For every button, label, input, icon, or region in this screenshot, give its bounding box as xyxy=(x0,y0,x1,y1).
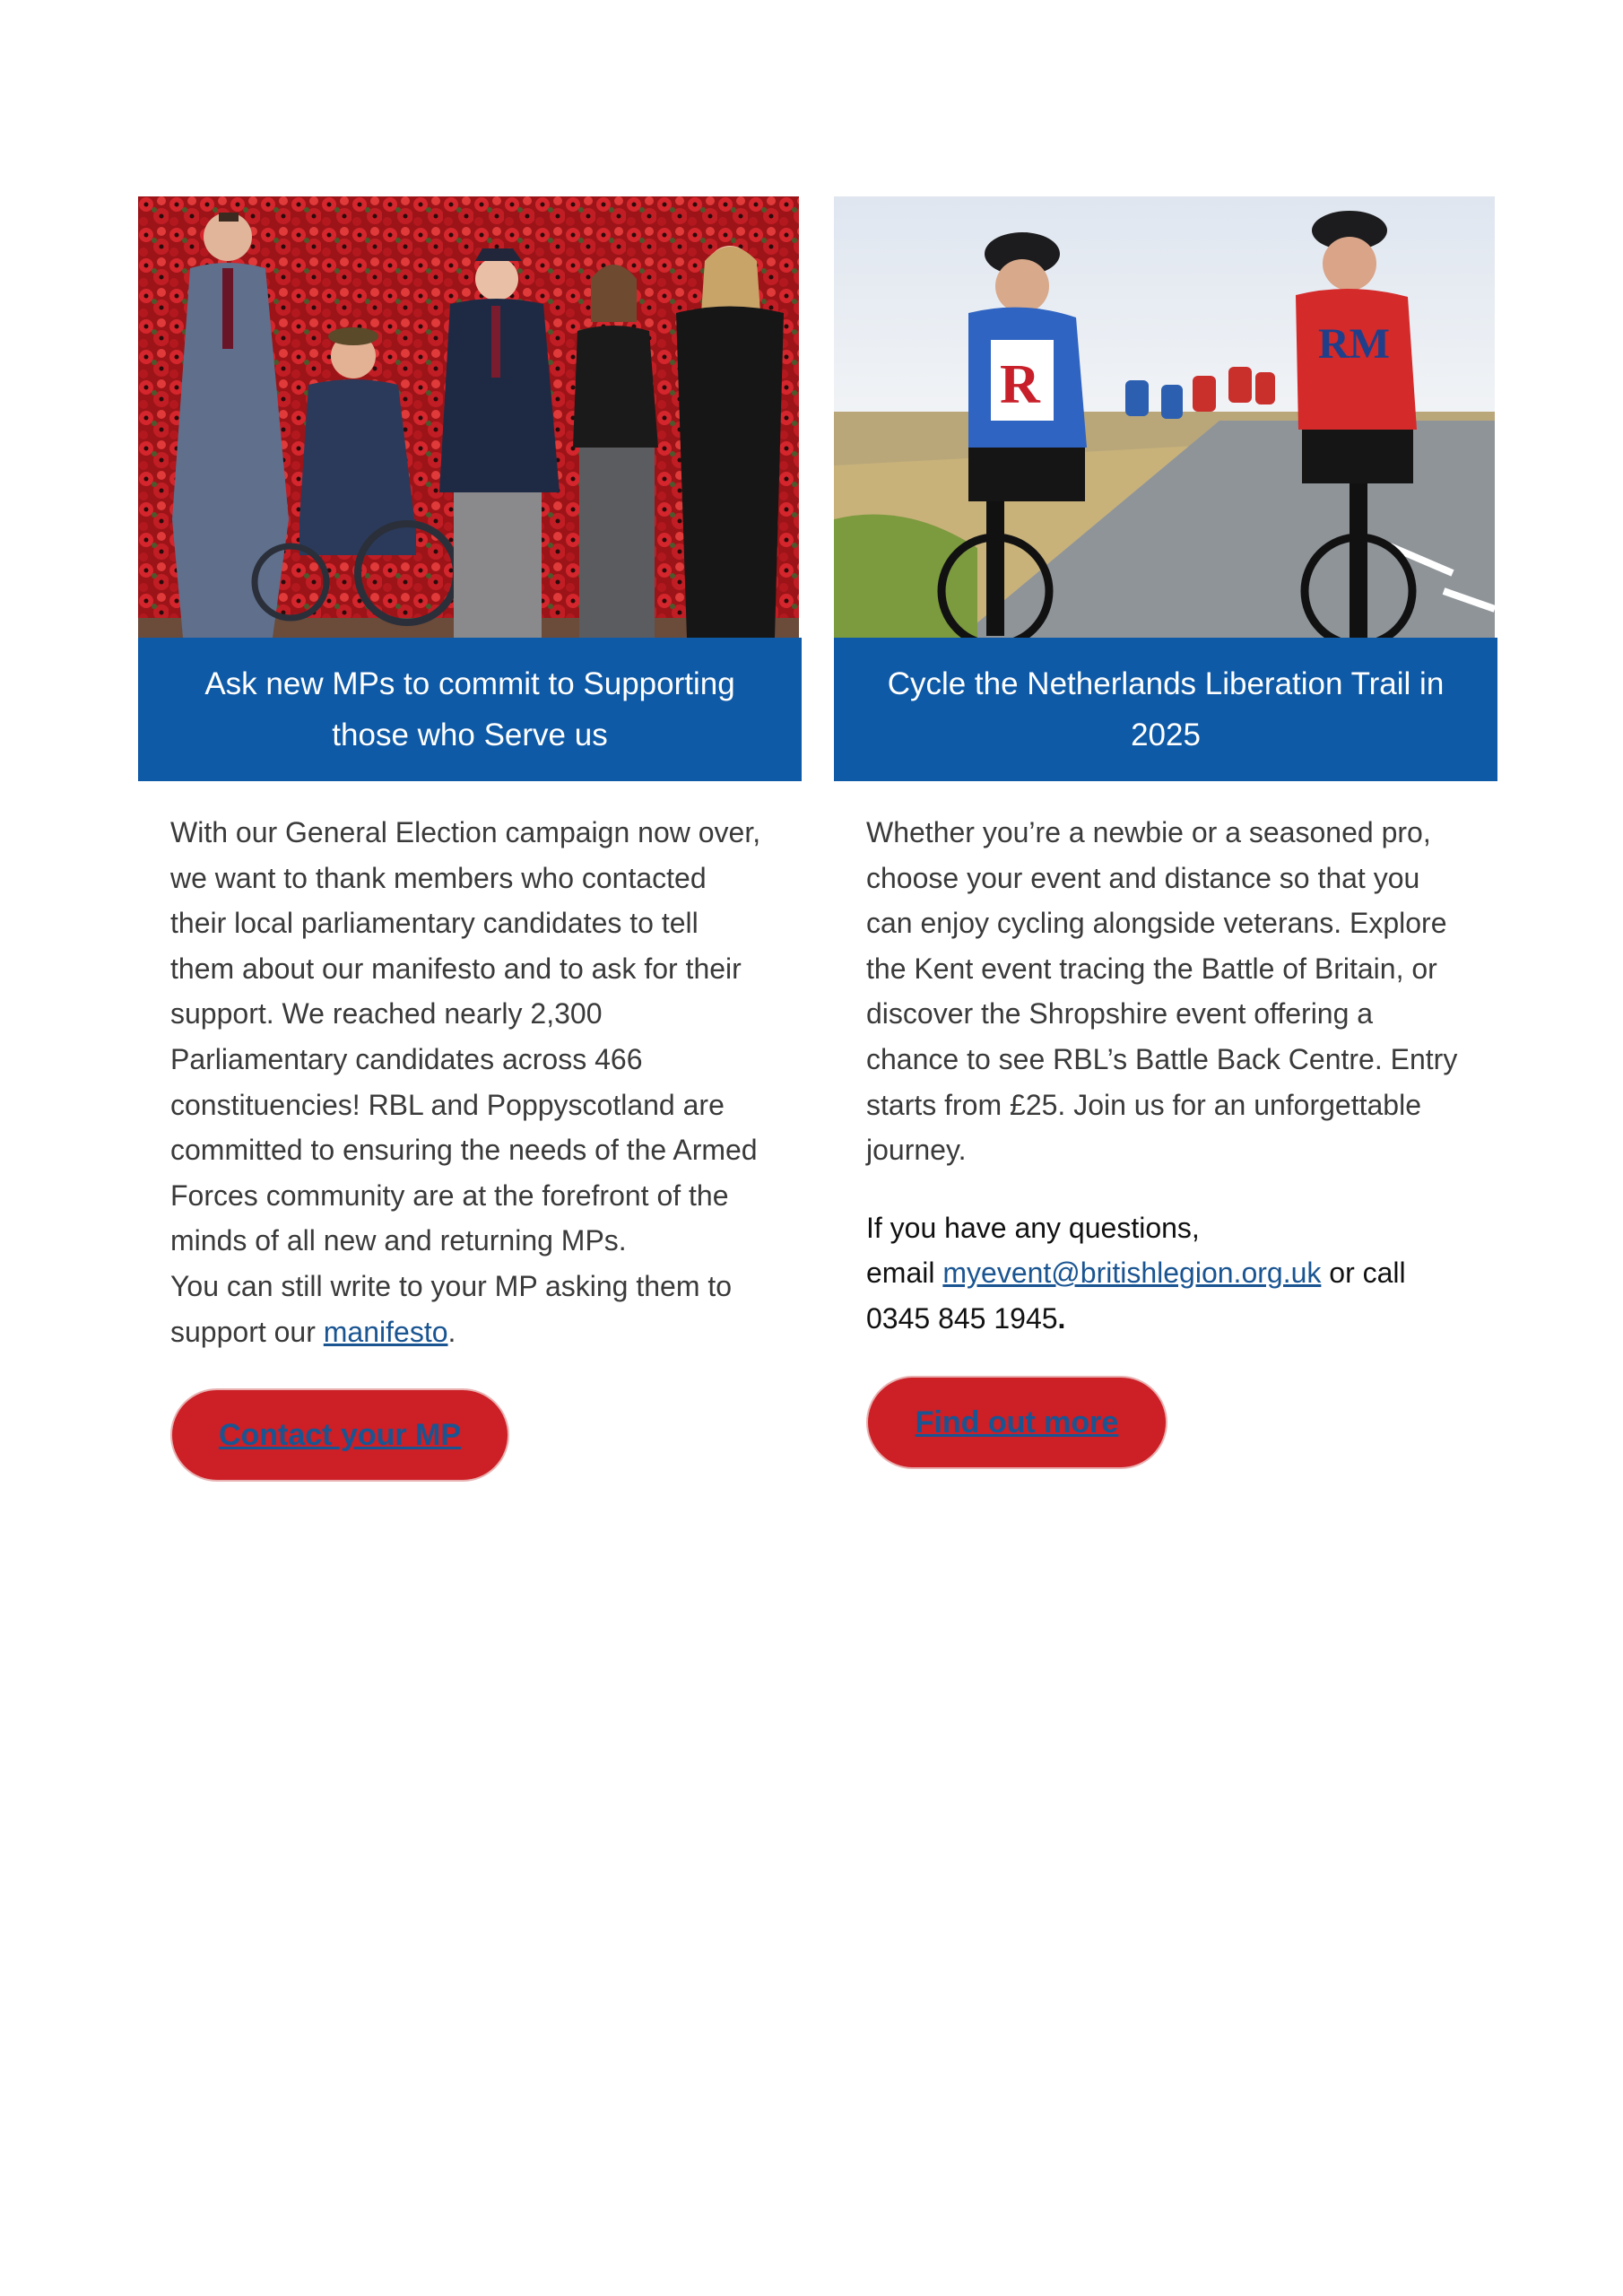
write-mp-text: You can still write to your MP asking them to support our xyxy=(170,1269,733,1348)
phone-line xyxy=(866,1296,1463,1342)
manifesto-card-body xyxy=(138,810,800,1452)
manifesto-card-write-mp xyxy=(170,1264,768,1354)
manifesto-card-title: Ask new MPs to commit to Supporting those who Serve us xyxy=(138,638,802,781)
email-link[interactable]: myevent@britishlegion.org.uk xyxy=(942,1257,1322,1290)
cycle-trail-card xyxy=(834,196,1496,1439)
cyclists-photo xyxy=(834,196,1495,638)
call-text: or call xyxy=(1321,1257,1406,1290)
write-mp-suffix: . xyxy=(447,1315,456,1348)
veterans-group-photo xyxy=(138,196,799,638)
manifesto-card-paragraph: With our General Election campaign now over, we want to thank members who contacted their local parliamentary candidates to tell them about our manifesto and to ask for their support. We reached nearly 2,300 Parliamentary candidates across 466 constituencies! RBL and Poppyscotland are committed to ensuring the needs of the Armed Forces community are at the forefront of the minds of all new and returning MPs. xyxy=(170,816,761,1257)
find-out-more-button[interactable]: Find out more xyxy=(866,1376,1167,1469)
cyclists-icon xyxy=(834,196,1495,638)
contact-your-mp-button[interactable]: Contact your MP xyxy=(170,1388,509,1482)
email-line xyxy=(866,1250,1463,1296)
email-prefix: email xyxy=(866,1257,943,1290)
phone-suffix: . xyxy=(1057,1301,1066,1335)
svg-text:R: R xyxy=(1000,354,1040,415)
cycle-trail-card-paragraph: Whether you’re a newbie or a seasoned pro, choose your event and distance so that you can enjoy cycling alongside veterans. Explore the Kent event tracing the Battle of Britain, or discover the Shropshire event offering a chance to see RBL’s Battle Back Centre. Entry starts from £25. Join us for an unforgettable journey. xyxy=(866,816,1458,1167)
cycle-trail-card-body xyxy=(834,810,1496,1439)
group-portrait-icon xyxy=(138,196,799,638)
manifesto-link[interactable]: manifesto xyxy=(323,1315,448,1348)
manifesto-card xyxy=(138,196,800,1452)
questions-line: If you have any questions, xyxy=(866,1211,1200,1244)
cycle-trail-card-title: Cycle the Netherlands Liberation Trail in 2025 xyxy=(834,638,1497,781)
svg-text:RM: RM xyxy=(1318,320,1390,368)
phone-number: 0345 845 1945 xyxy=(866,1301,1058,1335)
